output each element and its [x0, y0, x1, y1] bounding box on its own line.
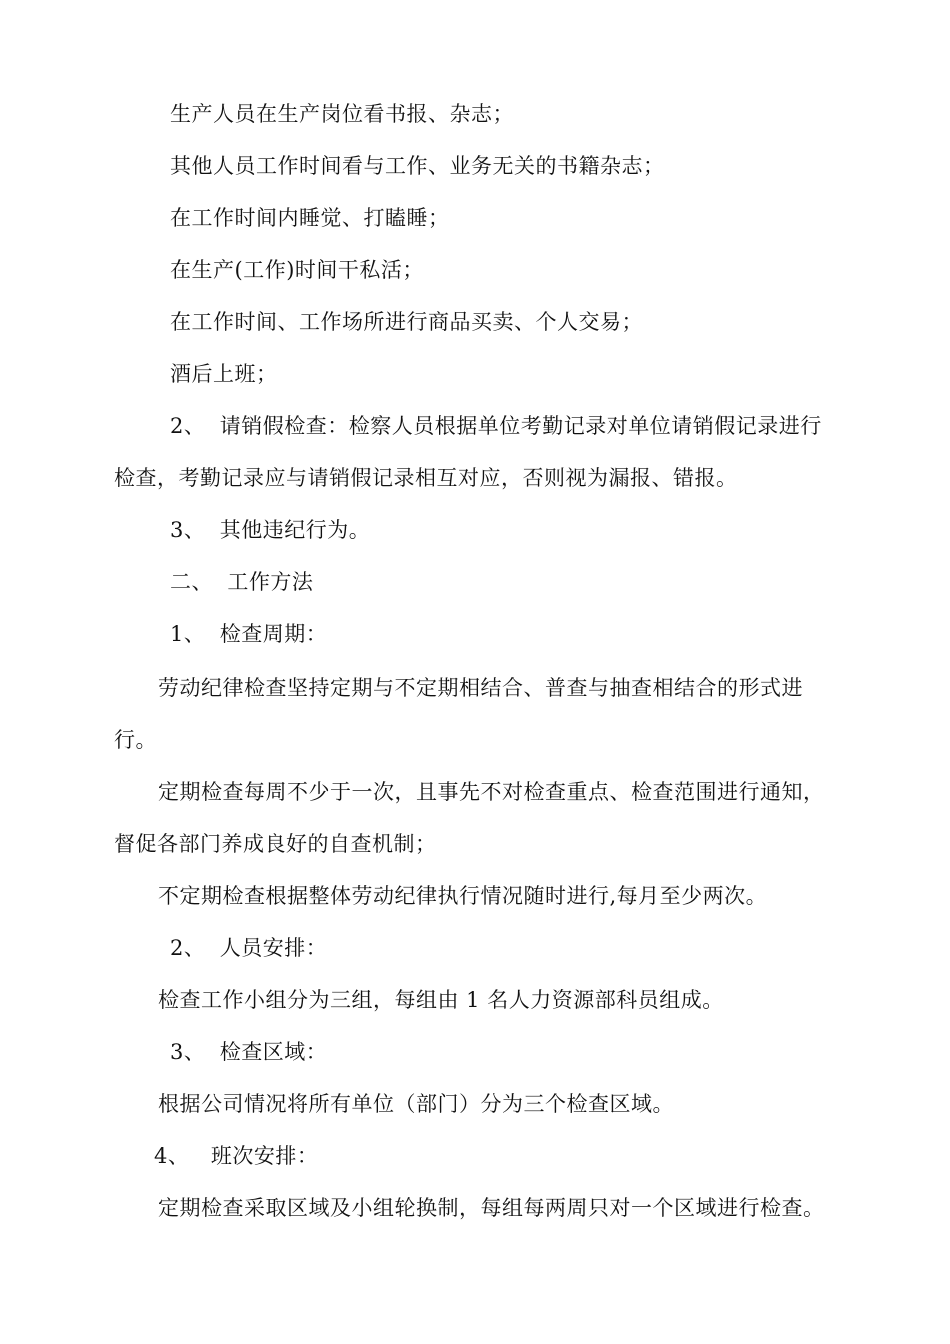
section-heading: 二、 工作方法: [170, 570, 314, 594]
text-line: 在生产(工作)时间干私活；: [170, 258, 424, 282]
text-line: 行。: [114, 728, 157, 752]
text-line: 生产人员在生产岗位看书报、杂志；: [170, 102, 514, 126]
text-line: 其他人员工作时间看与工作、业务无关的书籍杂志；: [170, 154, 665, 178]
text-line: 督促各部门养成良好的自查机制；: [114, 832, 437, 856]
text-line: 根据公司情况将所有单位（部门）分为三个检查区域。: [158, 1092, 674, 1116]
text-line: 1、 检查周期：: [170, 622, 328, 646]
text-line: 4、 班次安排：: [154, 1144, 319, 1168]
text-line: 检查工作小组分为三组，每组由 1 名人力资源部科员组成。: [158, 988, 724, 1012]
text-line: 3、 其他违纪行为。: [170, 518, 371, 542]
text-line: 在工作时间内睡觉、打瞌睡；: [170, 206, 450, 230]
text-line: 劳动纪律检查坚持定期与不定期相结合、普查与抽查相结合的形式进: [158, 676, 803, 700]
text-line: 不定期检查根据整体劳动纪律执行情况随时进行,每月至少两次。: [158, 884, 768, 908]
text-line: 定期检查每周不少于一次，且事先不对检查重点、检查范围进行通知，: [158, 780, 825, 804]
text-line: 检查，考勤记录应与请销假记录相互对应，否则视为漏报、错报。: [114, 466, 738, 490]
text-line: 定期检查采取区域及小组轮换制，每组每两周只对一个区域进行检查。: [158, 1196, 825, 1220]
text-line: 3、 检查区域：: [170, 1040, 328, 1064]
text-line: 在工作时间、工作场所进行商品买卖、个人交易；: [170, 310, 643, 334]
text-line: 2、 请销假检查：检察人员根据单位考勤记录对单位请销假记录进行: [170, 414, 822, 438]
text-line: 酒后上班；: [170, 362, 278, 386]
text-line: 2、 人员安排：: [170, 936, 328, 960]
